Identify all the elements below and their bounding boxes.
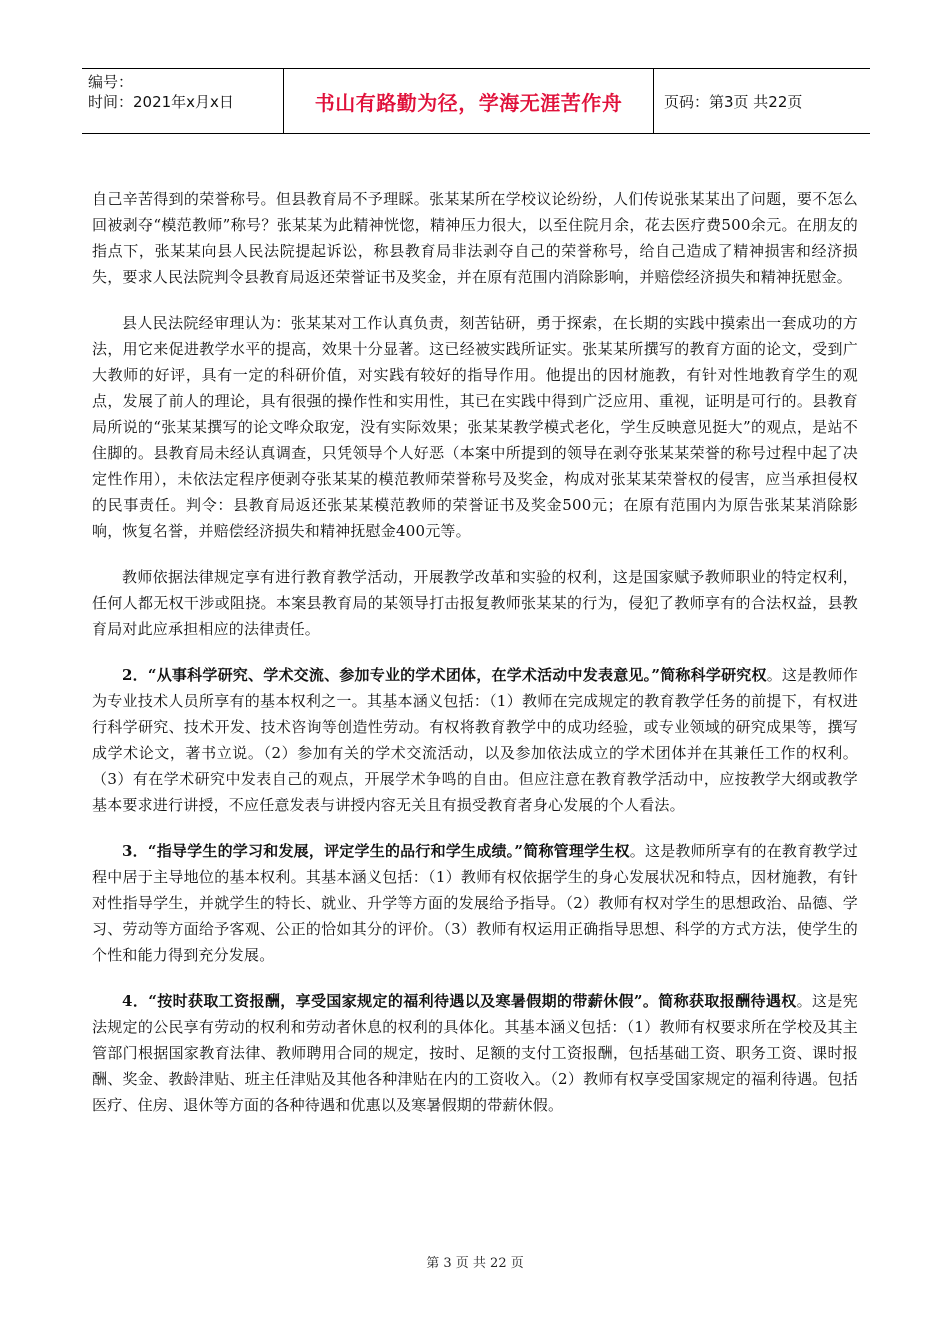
paragraph-5-text: 。这是教师所享有的在教育教学过程中居于主导地位的基本权利。其基本涵义包括：（1）教师有权依据学生的身心发展状况和特点，因材施教，有针对性指导学生，并就学生的特长、就业、升学等方面的发展给予指导。（2）教师有权对学生的思想政治、品德、学习、劳动等方面给予客观、公正的恰如其分的评价。（3）教师有权运用正确指导思想、科学的方式方法，使学生的个性和能力得到充分发展。 — [92, 842, 858, 964]
paragraph-2: 县人民法院经审理认为：张某某对工作认真负责，刻苦钻研，勇于探索，在长期的实践中摸索出一套成功的方法，用它来促进教学水平的提高，效果十分显著。这已经被实践所证实。张某某所撰写的教育方面的论文，受到广大教师的好评，具有一定的科研价值，对实践有较好的指导作用。他提出的因材施教，有针对性地教育学生的观点，发展了前人的理论，具有很强的操作性和实用性，其已在实践中得到广泛应用、重视，证明是可行的。县教育局所说的“张某某撰写的论文哗众取宠，没有实际效果；张某某教学模式老化，学生反映意见挺大”的观点，是站不住脚的。县教育局未经认真调查，只凭领导个人好恶（本案中所提到的领导在剥夺张某某荣誉的称号过程中起了决定性作用），未依法定程序便剥夺张某某的模范教师荣誉称号及奖金，构成对张某某荣誉权的侵害，应当承担侵权的民事责任。判令：县教育局返还张某某模范教师的荣誉证书及奖金500元；在原有范围内为原告张某某消除影响，恢复名誉，并赔偿经济损失和精神抚慰金400元等。 — [92, 314, 858, 540]
paragraph-1: 自己辛苦得到的荣誉称号。但县教育局不予理睬。张某某所在学校议论纷纷，人们传说张某某出了问题，要不怎么回被剥夺“模范教师”称号？张某某为此精神恍惚，精神压力很大，以至住院月余，花去医疗费500余元。在朋友的指点下，张某某向县人民法院提起诉讼，称县教育局非法剥夺自己的荣誉称号，给自己造成了精神损害和经济损失，要求人民法院判令县教育局返还荣誉证书及奖金，并在原有范围内消除影响，并赔偿经济损失和精神抚慰金。 — [92, 190, 858, 286]
page-footer: 第 3 页 共 22 页 — [426, 1256, 524, 1271]
paragraph-3: 教师依据法律规定享有进行教育教学活动，开展教学改革和实验的权利，这是国家赋予教师职业的特定权利，任何人都无权干涉或阻挠。本案县教育局的某领导打击报复教师张某某的行为，侵犯了教师享有的合法权益，县教育局对此应承担相应的法律责任。 — [92, 568, 858, 638]
document-body — [92, 186, 858, 1138]
paragraph-6 — [92, 988, 858, 1118]
paragraph-6-heading: 4．“按时获取工资报酬，享受国家规定的福利待遇以及寒暑假期的带薪休假”。简称获取报酬待遇权 — [122, 992, 797, 1010]
time-label: 时间：2021年x月x日 — [88, 93, 234, 111]
paragraph-4 — [92, 662, 858, 818]
paragraph-4-heading: 2．“从事科学研究、学术交流、参加专业的学术团体，在学术活动中发表意见。”简称科学研究权 — [122, 666, 767, 684]
paragraph-5 — [92, 838, 858, 968]
paragraph-5-heading: 3．“指导学生的学习和发展，评定学生的品行和学生成绩。”简称管理学生权 — [122, 842, 630, 860]
number-label: 编号： — [88, 73, 134, 91]
header-table — [82, 68, 870, 134]
paragraph-4-text: 。这是教师作为专业技术人员所享有的基本权利之一。其基本涵义包括：（1）教师在完成规定的教育教学任务的前提下，有权进行科学研究、技术开发、技术咨询等创造性劳动。有权将教育教学中的成功经验，或专业领域的研究成果等，撰写成学术论文，著书立说。（2）参加有关的学术交流活动，以及参加依法成立的学术团体并在其兼任工作的权利。（3）有在学术研究中发表自己的观点，开展学术争鸣的自由。但应注意在教育教学活动中，应按教学大纲或教学基本要求进行讲授，不应任意发表与讲授内容无关且有损受教育者身心发展的个人看法。 — [92, 666, 859, 814]
header-left-cell — [82, 69, 284, 133]
paragraph-6-text: 。这是宪法规定的公民享有劳动的权利和劳动者休息的权利的具体化。其基本涵义包括：（1）教师有权要求所在学校及其主管部门根据国家教育法律、教师聘用合同的规定，按时、足额的支付工资报酬，包括基础工资、职务工资、课时报酬、奖金、教龄津贴、班主任津贴及其他各种津贴在内的工资收入。（2）教师有权享受国家规定的福利待遇。包括医疗、住房、退休等方面的各种待遇和优惠以及寒暑假期的带薪休假。 — [92, 992, 858, 1114]
header-motto: 书山有路勤为径，学海无涯苦作舟 — [284, 69, 654, 133]
header-page-info: 页码：第3页 共22页 — [664, 92, 803, 111]
